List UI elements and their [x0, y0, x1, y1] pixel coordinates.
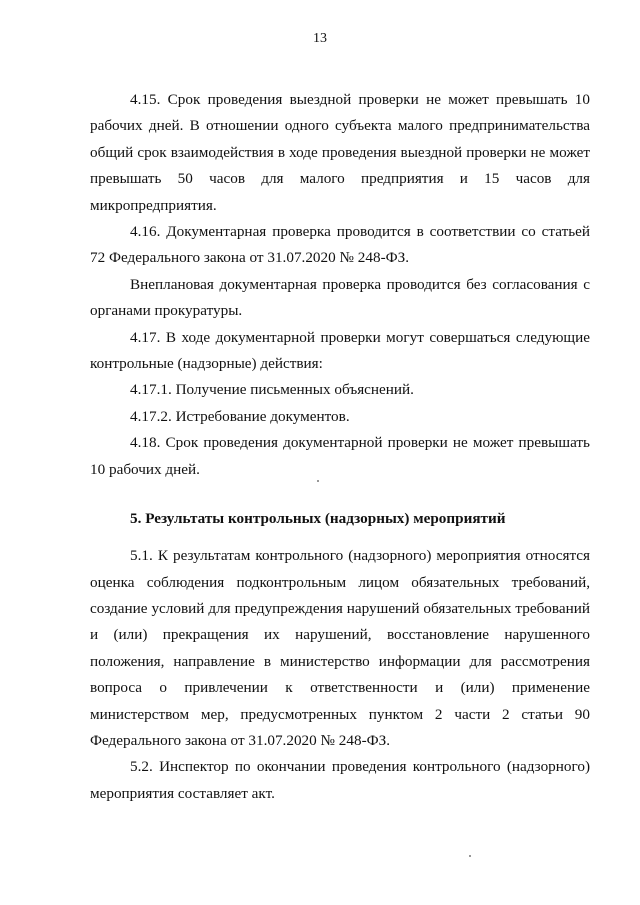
page-number: 13 — [313, 31, 327, 46]
scan-speck — [469, 855, 471, 857]
paragraph-4-15: 4.15. Срок проведения выездной проверки не может превышать 10 рабочих дней. В отношении одного субъекта малого предпринимательства общий срок взаимодействия в ходе проведения выездной проверки не может превышать 50 часов для малого предприятия и 15 часов для микропредприятия. — [90, 91, 590, 214]
paragraph-5-1: 5.1. К результатам контрольного (надзорного) мероприятия относятся оценка соблюдения подконтрольным лицом обязательных требований, создание условий для предупреждения нарушений обязательных требований и (или) прекращения их нарушений, восстановление нарушенного положения, направление в министерство информации для рассмотрения вопроса о привлечении к ответственности и (или) применение министерством мер, предусмотренных пунктом 2 части 2 статьи 90 Федерального закона от 31.07.2020 № 248-ФЗ. — [90, 547, 590, 749]
section-heading: 5. Результаты контрольных (надзорных) мероприятий — [130, 510, 506, 528]
paragraph-5-2: 5.2. Инспектор по окончании проведения контрольного (надзорного) мероприятия составляет акт. — [90, 758, 590, 802]
paragraph-4-17: 4.17. В ходе документарной проверки могут совершаться следующие контрольные (надзорные) действия: — [90, 328, 590, 373]
paragraph-4-16: 4.16. Документарная проверка проводится в соответствии со статьей 72 Федерального закона от 31.07.2020 № 248-ФЗ. — [90, 223, 590, 267]
scan-speck — [317, 480, 319, 482]
paragraph-4-17-1: 4.17.1. Получение письменных объяснений. — [130, 381, 414, 399]
paragraph-unplanned-check: Внеплановая документарная проверка проводится без согласования с органами прокуратуры. — [90, 275, 590, 320]
paragraph-4-17-2: 4.17.2. Истребование документов. — [130, 407, 350, 425]
page-body — [90, 87, 590, 807]
paragraph-4-18: 4.18. Срок проведения документарной проверки не может превышать 10 рабочих дней. — [90, 434, 590, 478]
